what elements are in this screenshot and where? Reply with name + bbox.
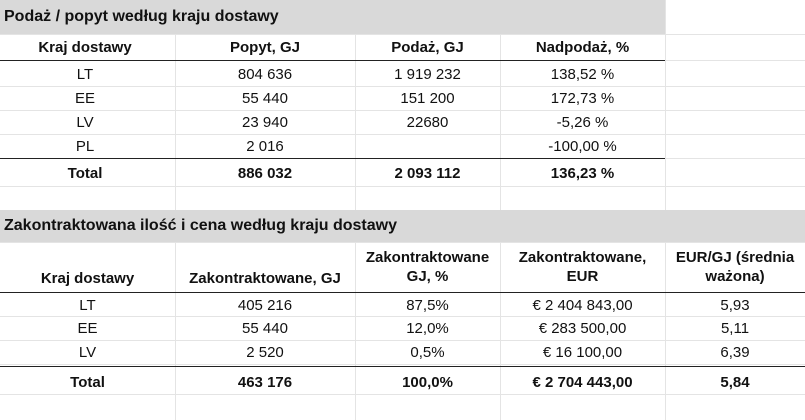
table2-cell: € 283 500,00 xyxy=(538,319,627,337)
table2-total-contracted-eur: € 2 704 443,00 xyxy=(532,373,633,391)
table2-cell: 0,5% xyxy=(410,343,445,361)
table2-cell: 12,0% xyxy=(406,319,449,337)
table1-cell xyxy=(355,134,500,158)
table2-header-contracted-eur: Zakontraktowane, EUR xyxy=(518,249,647,285)
table1-header-supply: Podaż, GJ xyxy=(391,38,464,56)
table1-total-surplus: 136,23 % xyxy=(550,164,615,182)
table2-header-country: Kraj dostawy xyxy=(40,270,135,287)
table2-header-avg-price: EUR/GJ (średnia ważona) xyxy=(675,249,795,285)
table2-cell: 405 216 xyxy=(237,296,293,314)
table1-total-demand: 886 032 xyxy=(237,164,293,182)
table1-cell: 172,73 % xyxy=(550,89,615,107)
table2-total-contracted-gj: 463 176 xyxy=(237,373,293,391)
table2-cell: € 2 404 843,00 xyxy=(532,296,633,314)
table2-total-label: Total xyxy=(70,373,105,391)
table2-cell: 87,5% xyxy=(406,296,449,314)
table2-title: Zakontraktowana ilość i cena według kraju dostawy xyxy=(0,210,805,242)
table2-cell: EE xyxy=(77,319,98,337)
table2-header-contracted-pct: Zakontraktowane GJ, % xyxy=(365,249,490,285)
table1-cell: 22680 xyxy=(406,113,449,131)
table2-cell: 6,39 xyxy=(720,343,750,361)
table1-title: Podaż / popyt według kraju dostawy xyxy=(0,0,665,34)
table1-header-country: Kraj dostawy xyxy=(38,38,132,56)
table2-cell: 5,93 xyxy=(720,296,750,314)
table1-cell: LT xyxy=(76,65,94,83)
table2-cell: LT xyxy=(79,296,96,314)
table1-header-surplus: Nadpodaż, % xyxy=(535,38,630,56)
table2-cell: 55 440 xyxy=(242,319,288,337)
table1-cell: EE xyxy=(74,89,95,107)
table1-cell: -5,26 % xyxy=(556,113,609,131)
table1-cell: 151 200 xyxy=(400,89,455,107)
table1-cell: 804 636 xyxy=(237,65,293,83)
table1-cell: 138,52 % xyxy=(550,65,615,83)
table2-total-contracted-pct: 100,0% xyxy=(402,373,453,391)
table1-cell: 23 940 xyxy=(242,113,288,131)
table2-cell: € 16 100,00 xyxy=(542,343,623,361)
table2-total-avg-price: 5,84 xyxy=(720,373,750,391)
table1-header-demand: Popyt, GJ xyxy=(229,38,300,56)
table1-header-rule xyxy=(0,60,665,61)
table1-cell: LV xyxy=(76,113,94,131)
table1-cell: 1 919 232 xyxy=(394,65,461,83)
table1-cell: 55 440 xyxy=(242,89,288,107)
table2-cell: 2 520 xyxy=(246,343,284,361)
table2-cell: LV xyxy=(78,343,97,361)
table2-total-rule xyxy=(0,366,805,367)
table1-cell: PL xyxy=(75,137,95,155)
table1-total-rule xyxy=(0,158,665,159)
table2-header-contracted-gj: Zakontraktowane, GJ xyxy=(189,270,341,287)
table2-cell: 5,11 xyxy=(720,319,750,337)
table1-cell: -100,00 % xyxy=(548,137,617,155)
table1-total-supply: 2 093 112 xyxy=(394,164,461,182)
table1-cell: 2 016 xyxy=(246,137,284,155)
table1-total-label: Total xyxy=(67,164,103,182)
table2-header-rule xyxy=(0,292,805,293)
